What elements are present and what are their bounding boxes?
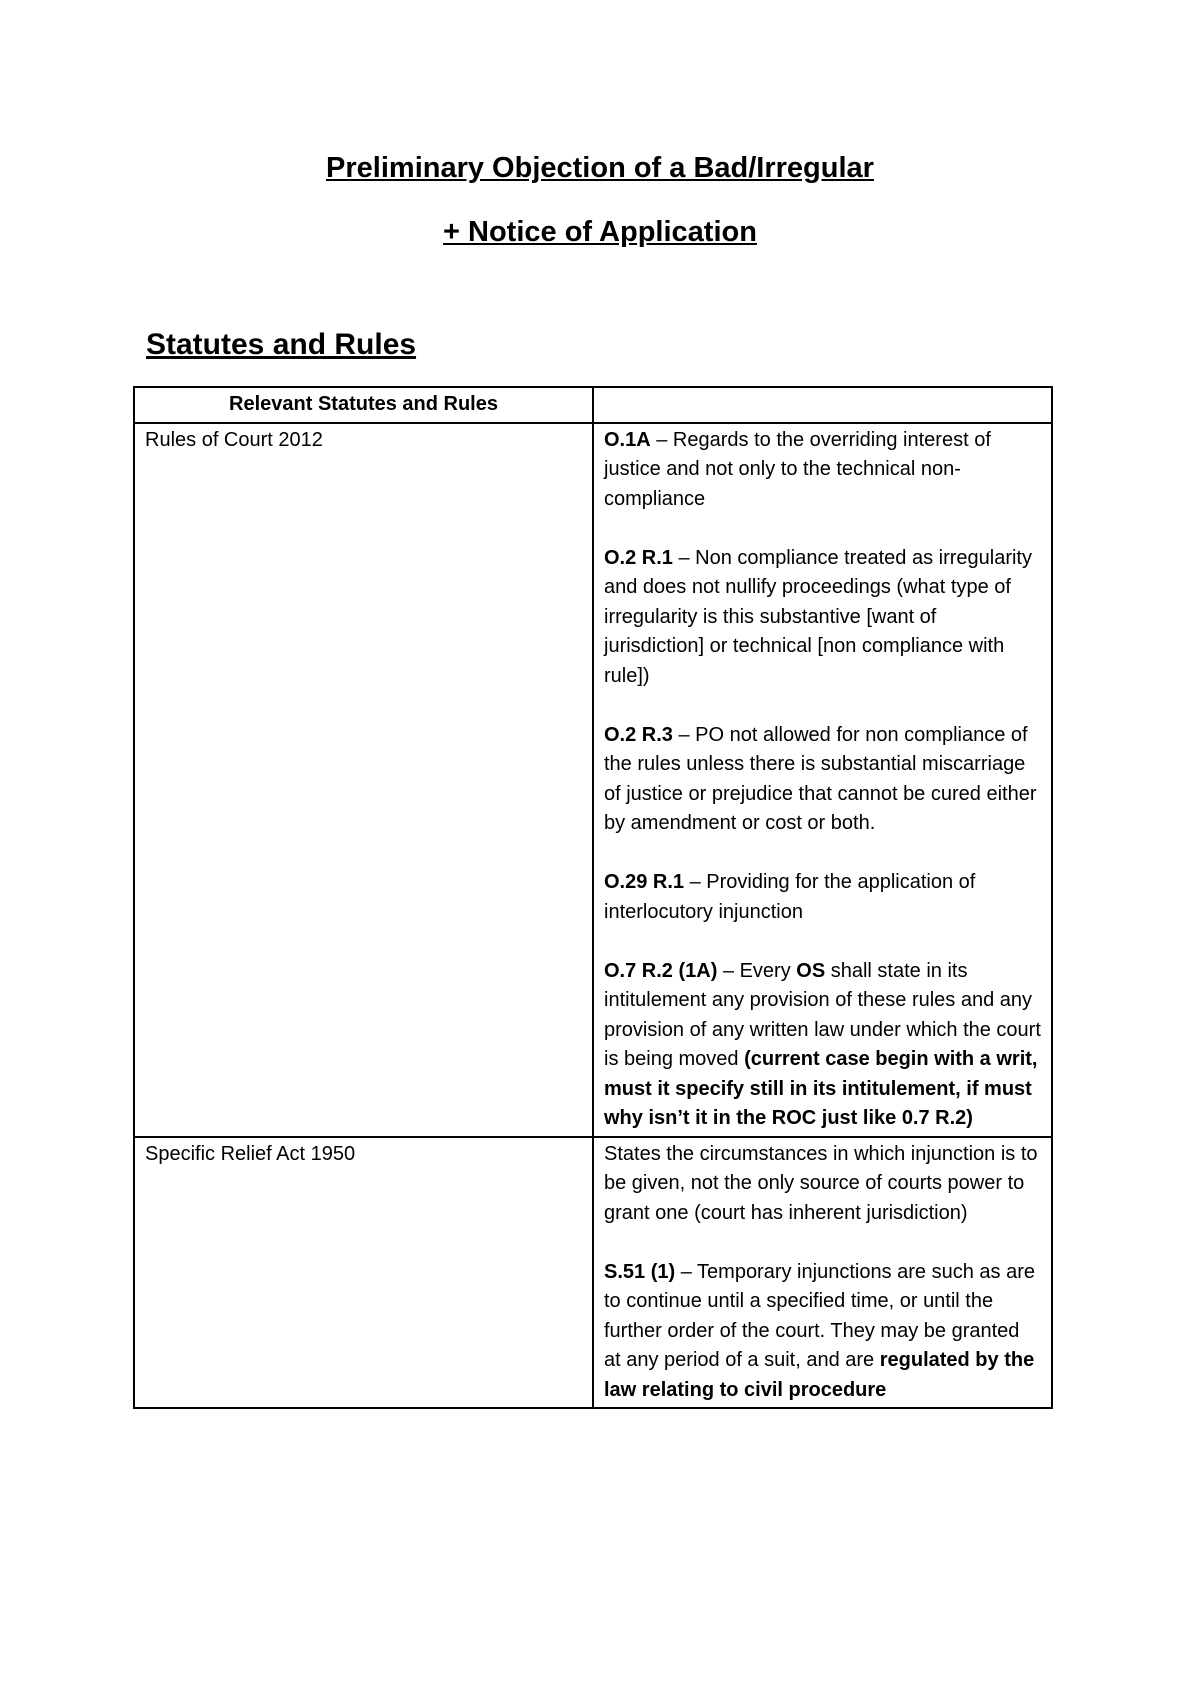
source-cell: Rules of Court 2012 xyxy=(134,423,593,1137)
provision-ref-inline: OS xyxy=(796,959,826,982)
section-heading: Statutes and Rules xyxy=(146,328,417,361)
provision-ref: O.2 R.1 xyxy=(604,546,673,569)
provision-entry xyxy=(604,868,1041,927)
provision-ref: O.29 R.1 xyxy=(604,871,685,893)
provision-text: – PO not allowed for non compliance of the rules unless there is substantial miscarriage of justice or prejudice that cannot be cured either by amendment or cost or both. xyxy=(604,723,1037,834)
provision-entry xyxy=(604,721,1041,839)
provision-ref: S.51 (1) xyxy=(604,1260,676,1283)
table-header-cell-empty xyxy=(593,387,1052,423)
provision-text: – Every xyxy=(717,959,797,982)
source-cell: Specific Relief Act 1950 xyxy=(134,1137,593,1409)
provision-ref: O.1A xyxy=(604,428,651,451)
provision-entry xyxy=(604,426,1041,515)
provision-bold-note: regulated by the law relating to civil procedure xyxy=(604,1349,1035,1401)
provision-entry xyxy=(604,544,1041,692)
provision-entry xyxy=(604,957,1041,1134)
provision-ref: O.7 R.2 (1A) xyxy=(604,959,718,982)
provision-text: – Regards to the overriding interest of justice and not only to the technical non-compliance xyxy=(604,428,991,510)
provision-bold-note: (current case begin with a writ, must it specify still in its intitulement, if must why isn’t it in the ROC just like 0.7 R.2) xyxy=(604,1048,1038,1129)
table-row xyxy=(134,1137,1052,1409)
provisions-cell xyxy=(593,1137,1052,1409)
table-header-cell: Relevant Statutes and Rules xyxy=(134,387,593,423)
table-header-row xyxy=(134,387,1052,423)
table-row xyxy=(134,423,1052,1137)
provision-text: States the circumstances in which injunction is to be given, not the only source of courts power to grant one (court has inherent jurisdiction) xyxy=(604,1142,1038,1224)
provision-text: – Non compliance treated as irregularity and does not nullify proceedings (what type of irregularity is this substantive [want of jurisdiction] or technical [non compliance with rule]) xyxy=(604,546,1032,687)
provision-text: shall state in its intitulement any provision of these rules and any provision of any written law under which the court is being moved xyxy=(604,959,1041,1070)
provisions-cell xyxy=(593,423,1052,1137)
statutes-table xyxy=(133,386,1053,1409)
document-title-line1: Preliminary Objection of a Bad/Irregular xyxy=(326,152,874,184)
provision-text: – Temporary injunctions are such as are to continue until a specified time, or until the further order of the court. They may be granted at any period of a suit, and are xyxy=(604,1260,1035,1371)
provision-ref: O.2 R.3 xyxy=(604,723,673,746)
document-title-line2: + Notice of Application xyxy=(443,216,757,248)
provision-entry xyxy=(604,1258,1041,1406)
provision-text: – Providing for the application of interlocutory injunction xyxy=(604,871,976,923)
provision-entry xyxy=(604,1140,1041,1229)
